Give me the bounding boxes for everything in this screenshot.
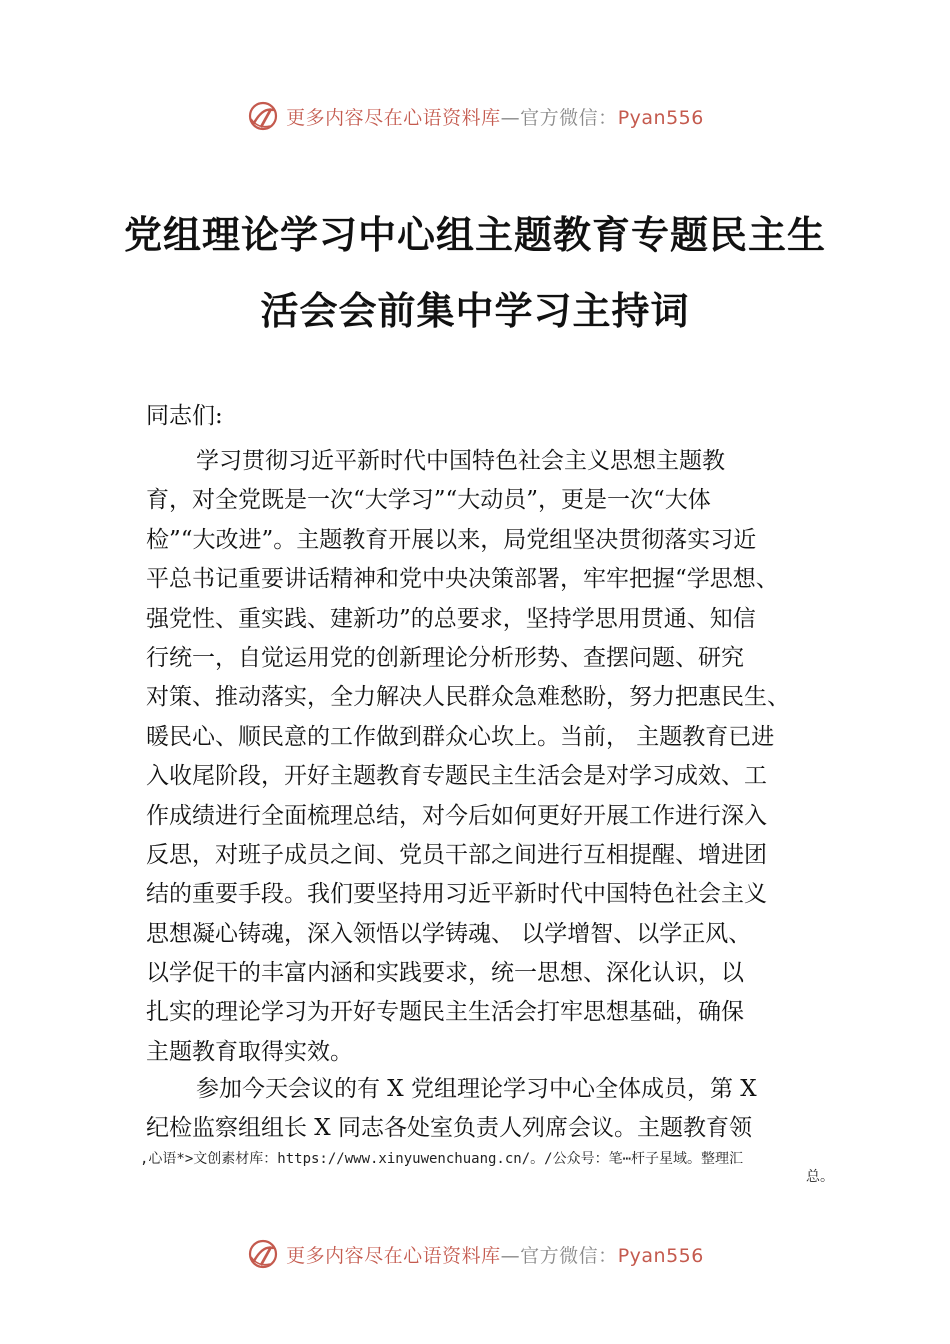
paragraph-line: 扎实的理论学习为开好专题民主生活会打牢思想基础，确保 — [146, 999, 744, 1026]
paragraph-line: 以学促干的丰富内涵和实践要求，统一思想、深化认识，以 — [146, 960, 744, 987]
paragraph-line: 行统一，自觉运用党的创新理论分析形势、查摆问题、研究 — [146, 644, 744, 671]
banner-text — [286, 103, 704, 130]
footnote-line-1: ,心语*>文创素材库：https://www.xinyuwenchuang.cn/。/公众号：笔⋯杆子星域。整理汇 — [140, 1151, 744, 1167]
salutation: 同志们: — [146, 403, 223, 429]
paragraph-line: 作成绩进行全面梳理总结，对今后如何更好开展工作进行深入 — [146, 802, 767, 829]
document-title-line-2: 活会会前集中学习主持词 — [260, 288, 690, 333]
paragraph-line: 入收尾阶段，开好主题教育专题民主生活会是对学习成效、工 — [146, 763, 767, 790]
pen-swirl-logo-icon — [246, 1237, 280, 1271]
paragraph-line: 暖民心、顺民意的工作做到群众心坎上。当前， 主题教育已进 — [146, 723, 775, 750]
paragraph-line: 检”“大改进”。主题教育开展以来，局党组坚决贯彻落实习近 — [146, 526, 757, 553]
document-title-line-1: 党组理论学习中心组主题教育专题民主生 — [123, 212, 826, 257]
banner-wechat-id: Pyan556 — [617, 106, 704, 129]
banner-text-red: 更多内容尽在心语资料库 — [286, 106, 501, 129]
paragraph-line: 思想凝心铸魂，深入领悟以学铸魂、 以学增智、以学正风、 — [146, 920, 752, 947]
paragraph-line: 参加今天会议的有 X 党组理论学习中心全体成员，第 X — [196, 1076, 757, 1102]
paragraph-line: 纪检监察组组长 X 同志各处室负责人列席会议。主题教育领 — [146, 1115, 752, 1142]
banner-text — [286, 1241, 704, 1268]
bottom-watermark-banner — [0, 1234, 950, 1274]
paragraph-line: 主题教育取得实效。 — [146, 1038, 353, 1065]
paragraph-line: 对策、推动落实，全力解决人民群众急难愁盼，努力把惠民生、 — [146, 684, 790, 711]
banner-text-gray: —官方微信： — [500, 106, 618, 129]
banner-wechat-id: Pyan556 — [617, 1244, 704, 1267]
paragraph-1 — [146, 442, 836, 1072]
paragraph-line: 平总书记重要讲话精神和党中央决策部署，牢牢把握“学思想、 — [146, 566, 779, 593]
paragraph-2 — [146, 1070, 836, 1149]
footnote-line-2: 总。 — [806, 1169, 834, 1185]
banner-text-gray: —官方微信： — [500, 1244, 618, 1267]
paragraph-line: 强党性、重实践、建新功”的总要求，坚持学思用贯通、知信 — [146, 605, 756, 632]
paragraph-line: 育，对全党既是一次“大学习”“大动员”，更是一次“大体 — [146, 487, 711, 514]
paragraph-line: 学习贯彻习近平新时代中国特色社会主义思想主题教 — [196, 448, 725, 474]
pen-swirl-logo-icon — [246, 99, 280, 133]
paragraph-line: 反思，对班子成员之间、党员干部之间进行互相提醒、增进团 — [146, 841, 767, 868]
paragraph-line: 结的重要手段。我们要坚持用习近平新时代中国特色社会主义 — [146, 881, 767, 908]
top-watermark-banner — [0, 96, 950, 136]
banner-text-red: 更多内容尽在心语资料库 — [286, 1244, 501, 1267]
source-footnote — [140, 1150, 834, 1186]
